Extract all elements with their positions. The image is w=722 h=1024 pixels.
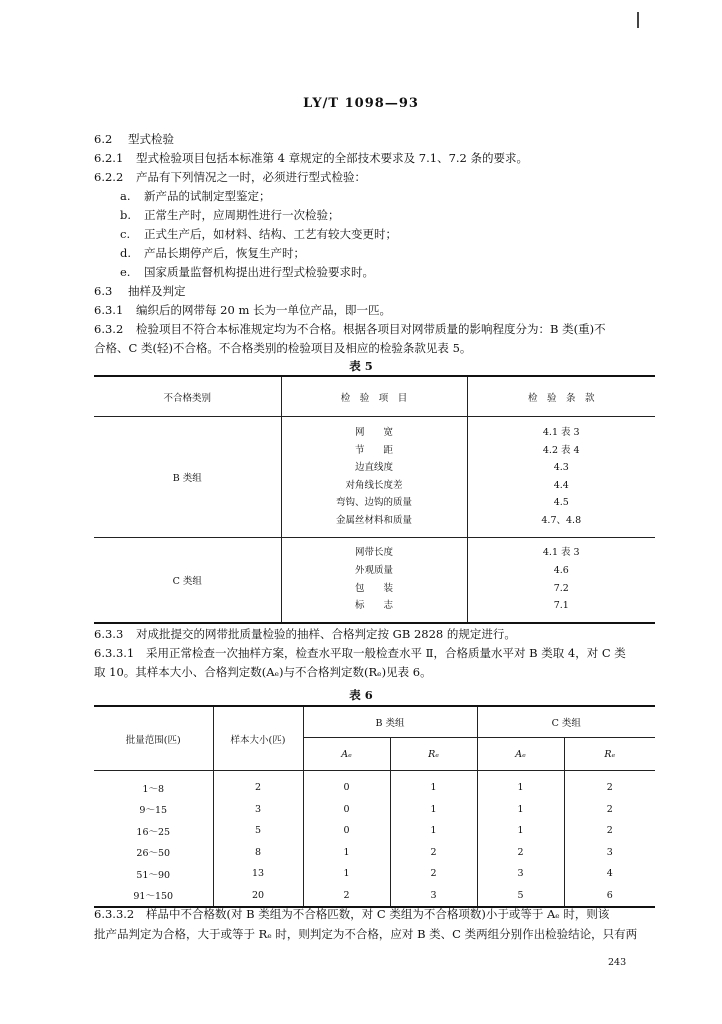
list-marker: b. (120, 208, 132, 222)
list-text: 新产品的试制定型鉴定； (144, 189, 271, 203)
clause-text: 抽样及判定 (128, 284, 186, 298)
list-text: 国家质量监督机构提出进行型式检验要求时。 (144, 265, 374, 279)
list-item-d (120, 245, 305, 261)
clause-number: 6.3.3 (94, 627, 124, 641)
cell-sample: 20 (213, 885, 303, 908)
group-name-c: C 类组 (94, 537, 281, 623)
list-item-b (120, 207, 340, 223)
table-row (94, 799, 655, 821)
list-item-e (120, 264, 374, 280)
line-6-3-3-1 (94, 645, 626, 661)
item: 标 志 (354, 600, 393, 612)
table-5 (94, 375, 655, 624)
table-row (94, 885, 655, 908)
header-clauses: 检 验 条 款 (467, 376, 655, 417)
clause-number: 6.3.1 (94, 303, 124, 317)
clause-text: 采用正常检查一次抽样方案，检查水平取一般检查水平 Ⅱ，合格质量水平对 B 类取 4，对 C 类 (146, 646, 626, 660)
list-item-c (120, 226, 397, 242)
header-category: 不合格类别 (94, 376, 281, 417)
page-number: 243 (608, 957, 627, 968)
item: 网 宽 (354, 427, 393, 438)
cell-b-re: 1 (390, 799, 477, 821)
list-marker: c. (120, 227, 131, 241)
cell-sample: 8 (213, 842, 303, 864)
cell-batch: 16～25 (136, 826, 171, 838)
cell-b-re: 1 (390, 820, 477, 842)
table-row-c-group (94, 537, 655, 623)
clause: 4.3 (553, 462, 569, 474)
cell-b-ac: 0 (303, 799, 390, 821)
clause: 4.7、4.8 (541, 514, 582, 526)
item: 节 距 (354, 444, 393, 456)
clause: 4.6 (553, 564, 569, 576)
cell-batch: 26～50 (136, 848, 171, 860)
clause: 4.1 表 3 (542, 427, 580, 438)
list-marker: e. (120, 265, 131, 279)
header-b-ac: Aₑ (303, 738, 390, 771)
list-text: 正式生产后，如材料、结构、工艺有较大变更时； (144, 227, 397, 241)
table-row (94, 820, 655, 842)
line-6-3-3-1-cont (94, 664, 432, 680)
line-6-2-1 (94, 150, 528, 166)
header-c-re: Rₑ (564, 738, 655, 771)
b-group-items (281, 417, 467, 538)
clause-text: 对成批提交的网带批质量检验的抽样、合格判定按 GB 2828 的规定进行。 (136, 627, 516, 641)
cell-b-re: 1 (390, 777, 477, 799)
table5-caption: 表 5 (349, 359, 373, 373)
cell-c-re: 2 (564, 777, 655, 799)
clause-text: 取 10。其样本大小、合格判定数(Aₑ)与不合格判定数(Rₑ)见表 6。 (94, 665, 432, 679)
cell-sample: 5 (213, 820, 303, 842)
clause-number: 6.3 (94, 284, 113, 298)
header-b-re: Rₑ (390, 738, 477, 771)
line-6-3-3-2-cont (94, 926, 637, 942)
cell-batch: 1～8 (142, 783, 165, 795)
line-6-2-2 (94, 169, 366, 185)
clause-text: 产品有下列情况之一时，必须进行型式检验： (136, 170, 366, 184)
group-name-b: B 类组 (94, 417, 281, 538)
item: 对角线长度差 (345, 479, 403, 491)
cell-c-ac: 2 (477, 842, 564, 864)
clause: 4.1 表 3 (542, 547, 580, 559)
cell-b-re: 2 (390, 863, 477, 885)
clause-number: 6.3.3.2 (94, 907, 135, 921)
cell-c-ac: 1 (477, 820, 564, 842)
clause: 4.5 (553, 497, 569, 509)
line-6-3-2 (94, 321, 606, 337)
clause-number: 6.2.1 (94, 151, 124, 165)
header-items: 检 验 项 目 (281, 376, 467, 417)
clause: 7.2 (553, 582, 569, 594)
list-marker: a. (120, 189, 131, 203)
b-group-clauses (467, 417, 655, 538)
table-row-b-group (94, 417, 655, 538)
cell-c-ac: 1 (477, 799, 564, 821)
table6-caption: 表 6 (349, 688, 373, 702)
cell-c-re: 3 (564, 842, 655, 864)
cell-c-re: 2 (564, 820, 655, 842)
cell-b-ac: 0 (303, 820, 390, 842)
cell-c-ac: 1 (477, 777, 564, 799)
item: 边直线度 (354, 462, 393, 474)
line-6-3-2-cont (94, 340, 471, 356)
clause-text: 编织后的网带每 20 m 长为一单位产品，即一匹。 (136, 303, 392, 317)
cell-batch: 9～15 (139, 805, 168, 817)
line-6-3-3-2 (94, 906, 609, 922)
cell-b-re: 2 (390, 842, 477, 864)
header-c-ac: Aₑ (477, 738, 564, 771)
header-c-group: C 类组 (477, 706, 655, 738)
clause-number: 6.3.3.1 (94, 646, 135, 660)
clause-text: 检验项目不符合本标准规定均为不合格。根据各项目对网带质量的影响程度分为：B 类(重)不 (136, 322, 606, 336)
table-row (94, 777, 655, 799)
cell-b-ac: 1 (303, 863, 390, 885)
cell-sample: 13 (213, 863, 303, 885)
cell-c-re: 4 (564, 863, 655, 885)
c-group-items (281, 537, 467, 623)
clause: 7.1 (553, 600, 569, 612)
table-6 (94, 705, 655, 908)
document-header: LY/T 1098—93 (303, 96, 419, 111)
cell-c-re: 2 (564, 799, 655, 821)
cell-b-ac: 1 (303, 842, 390, 864)
table-row (94, 863, 655, 885)
clause-text: 批产品判定为合格，大于或等于 Rₑ 时，则判定为不合格，应对 B 类、C 类两组分别作出检验结论，只有两 (94, 927, 638, 941)
list-marker: d. (120, 246, 132, 260)
table-header-row-1 (94, 706, 655, 738)
cell-c-ac: 3 (477, 863, 564, 885)
list-text: 正常生产时，应周期性进行一次检验； (144, 208, 340, 222)
item: 网带长度 (354, 547, 393, 559)
clause-text: 样品中不合格数(对 B 类组为不合格匹数，对 C 类组为不合格项数)小于或等于 Aₑ 时，则该 (146, 907, 610, 921)
clause-number: 6.3.2 (94, 322, 124, 336)
item: 包 装 (354, 582, 393, 594)
header-b-group: B 类组 (303, 706, 477, 738)
line-6-3-1 (94, 302, 391, 318)
item: 弯钩、边钩的质量 (335, 497, 412, 509)
item: 金属丝材料和质量 (335, 514, 412, 526)
list-item-a (120, 188, 271, 204)
table-header-row (94, 376, 655, 417)
line-6-3 (94, 283, 186, 299)
cell-c-re: 6 (564, 885, 655, 908)
line-6-3-3 (94, 626, 516, 642)
clause-text: 合格、C 类(轻)不合格。不合格类别的检验项目及相应的检验条款见表 5。 (94, 341, 472, 355)
list-text: 产品长期停产后，恢复生产时； (144, 246, 305, 260)
cell-sample: 3 (213, 799, 303, 821)
cell-b-ac: 2 (303, 885, 390, 908)
cell-b-ac: 0 (303, 777, 390, 799)
cell-batch: 91～150 (94, 885, 213, 908)
clause-text: 型式检验项目包括本标准第 4 章规定的全部技术要求及 7.1、7.2 条的要求。 (136, 151, 529, 165)
clause-text: 型式检验 (128, 132, 174, 146)
cell-batch: 51～90 (136, 869, 171, 881)
cell-c-ac: 5 (477, 885, 564, 908)
header-sample-size: 样本大小(匹) (213, 706, 303, 771)
line-6-2 (94, 131, 174, 147)
clause: 4.4 (553, 479, 569, 491)
cell-sample: 2 (213, 777, 303, 799)
clause-number: 6.2 (94, 132, 113, 146)
scan-mark (637, 12, 639, 28)
clause-number: 6.2.2 (94, 170, 124, 184)
header-batch-range: 批量范围(匹) (94, 706, 213, 771)
table-row (94, 842, 655, 864)
item: 外观质量 (354, 564, 393, 576)
cell-b-re: 3 (390, 885, 477, 908)
c-group-clauses (467, 537, 655, 623)
clause: 4.2 表 4 (542, 444, 580, 456)
